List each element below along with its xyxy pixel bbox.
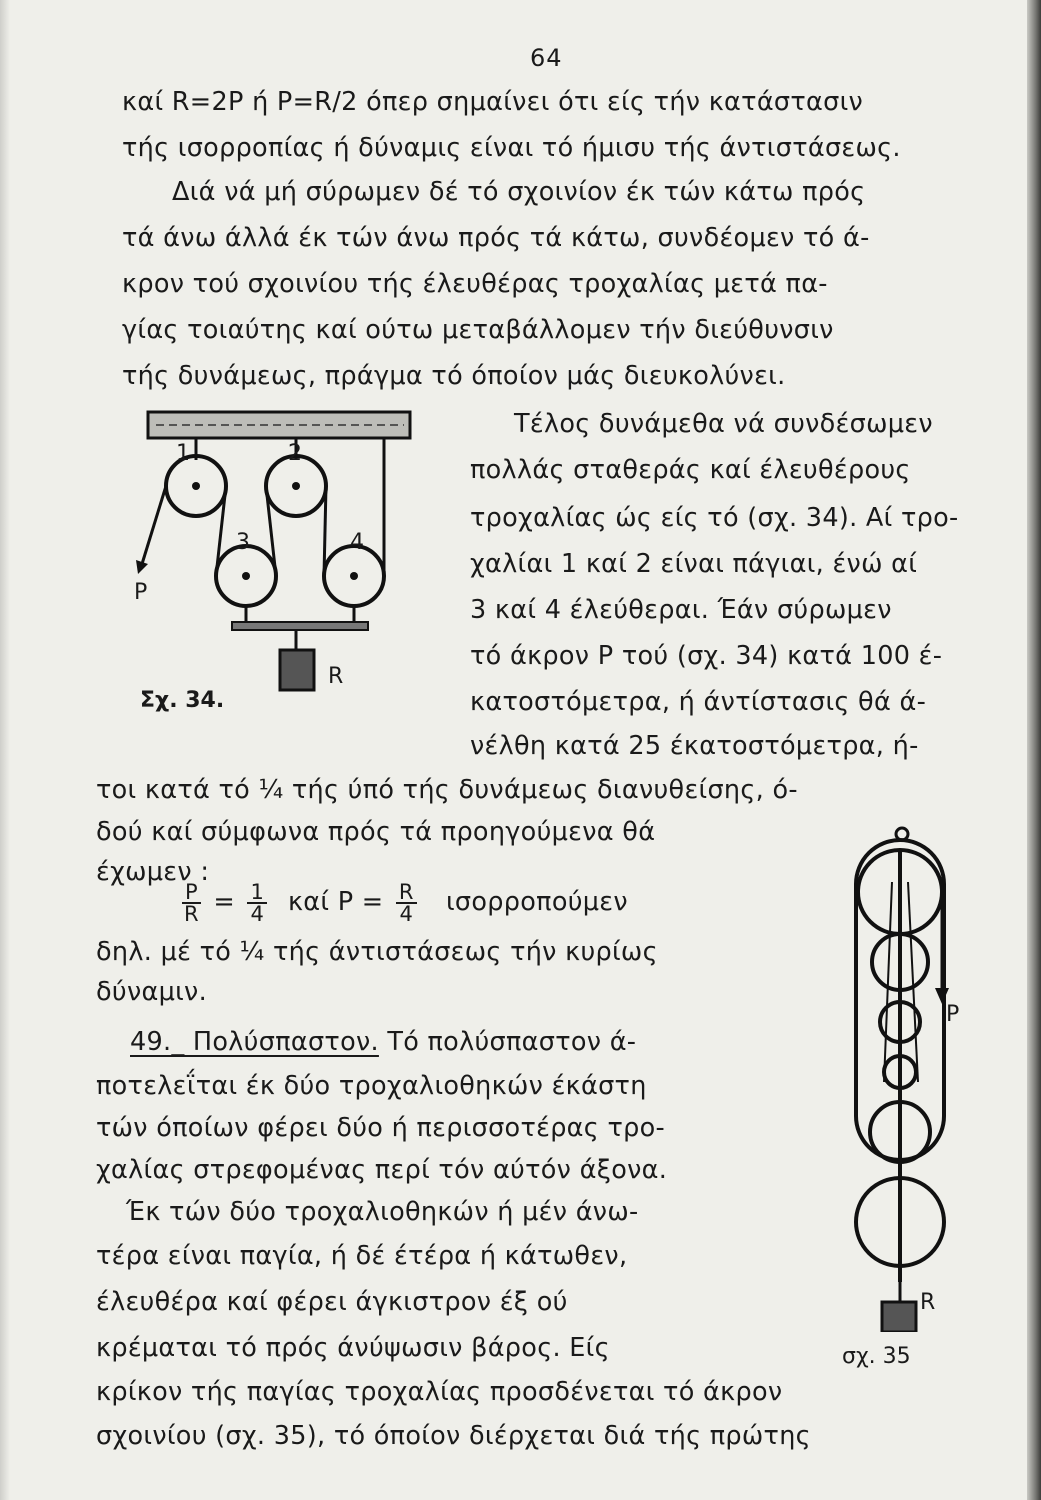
text-line: ποτελεΐται έκ δύο τροχαλιοθηκών έκάστη [96,1071,647,1101]
figure-34-pulley-system [128,404,428,704]
text-line: τοι κατά τό ¼ τής ύπό τής δυνάμεως διανυθείσης, ό- [96,775,798,805]
text-line: τής ισορροπίας ή δύναμις είναι τό ήμισυ τής άντιστάσεως. [122,133,901,163]
text-line: δηλ. μέ τό ¼ τής άντιστάσεως τήν κυρίως [96,937,658,967]
text-line: κρίκον τής παγίας τροχαλίας προσδένεται τό άκρον [96,1377,783,1407]
force-label-p: P [946,1002,960,1027]
text-line: 3 καί 4 έλεύθεραι. Έάν σύρωμεν [470,595,892,625]
fraction-p-over-r: $\frac{P}{R}$ [182,882,201,924]
fraction-r-over-4: $\frac{R}{4}$ [396,882,417,924]
section-heading [130,1026,636,1058]
figure-34-caption: Σχ. 34. [140,688,225,713]
section-first-line: Τό πολύσπαστον ά- [387,1027,637,1057]
figure-35-block-and-tackle [838,822,958,1332]
page-gutter-shadow [0,0,10,1500]
text-line: νέλθη κατά 25 έκατοστόμετρα, ή- [470,731,919,761]
text-line: Τέλος δυνάμεθα νά συνδέσωμεν [514,409,933,439]
pulley-label-2: 2 [288,441,302,466]
pulley-label-4: 4 [350,530,364,555]
text-line: τής δυνάμεως, πράγμα τό όποίον μάς διευκολύνει. [122,361,786,391]
text-line: κρέμαται τό πρός άνύψωσιν βάρος. Είς [96,1333,610,1363]
load-label-r: R [328,664,344,689]
text-line: πολλάς σταθεράς καί έλευθέρους [470,455,911,485]
text-line: τά άνω άλλά έκ τών άνω πρός τά κάτω, συνδέομεν τό ά- [122,223,870,253]
pulley-label-1: 1 [176,441,190,466]
text-line: Διά νά μή σύρωμεν δέ τό σχοινίον έκ τών κάτω πρός [172,177,866,207]
text-line: τροχαλίας ώς είς τό (σχ. 34). Αί τρο- [470,503,959,533]
text-line: καί R=2P ή P=R/2 όπερ σημαίνει ότι είς τήν κατάστασιν [122,87,864,117]
load-label-r: R [920,1290,936,1315]
text-line: τέρα είναι παγία, ή δέ έτέρα ή κάτωθεν, [96,1241,628,1271]
figure-35-caption: σχ. 35 [842,1344,911,1369]
text-line: έλευθέρα καί φέρει άγκιστρον έξ ού [96,1287,568,1317]
page-number: 64 [530,44,563,72]
force-label-p: P [134,580,148,605]
pulley-label-3: 3 [236,530,250,555]
text-line: έχωμεν : [96,857,210,887]
section-title: 49._ Πολύσπαστον. [130,1027,379,1057]
text-line: δού καί σύμφωνα πρός τά προηγούμενα θά [96,817,656,847]
text-line: κατοστόμετρα, ή άντίστασις θά ά- [470,687,927,717]
text-line: τών όποίων φέρει δύο ή περισσοτέρας τρο- [96,1113,666,1143]
text-line: δύναμιν. [96,977,208,1007]
text-line: χαλίας στρεφομένας περί τόν αύτόν άξονα. [96,1155,668,1185]
text-line: σχοινίου (σχ. 35), τό όποίον διέρχεται διά τής πρώτης [96,1421,811,1451]
fraction-one-quarter: $\frac{1}{4}$ [247,882,267,924]
equation: $\frac{P}{R}$ = $\frac{1}{4}$ καί P = $\frac{R}{4}$ ισορροπούμεν [178,880,628,924]
text-line: Έκ τών δύο τροχαλιοθηκών ή μέν άνω- [126,1197,639,1227]
text-line: τό άκρον P τού (σχ. 34) κατά 100 έ- [470,641,943,671]
text-line: γίας τοιαύτης καί ούτω μεταβάλλομεν τήν διεύθυνσιν [122,315,834,345]
page-edge [1027,0,1041,1500]
text-line: κρον τού σχοινίου τής έλευθέρας τροχαλίας μετά πα- [122,269,828,299]
text-line: χαλίαι 1 καί 2 είναι πάγιαι, ένώ αί [470,549,918,579]
